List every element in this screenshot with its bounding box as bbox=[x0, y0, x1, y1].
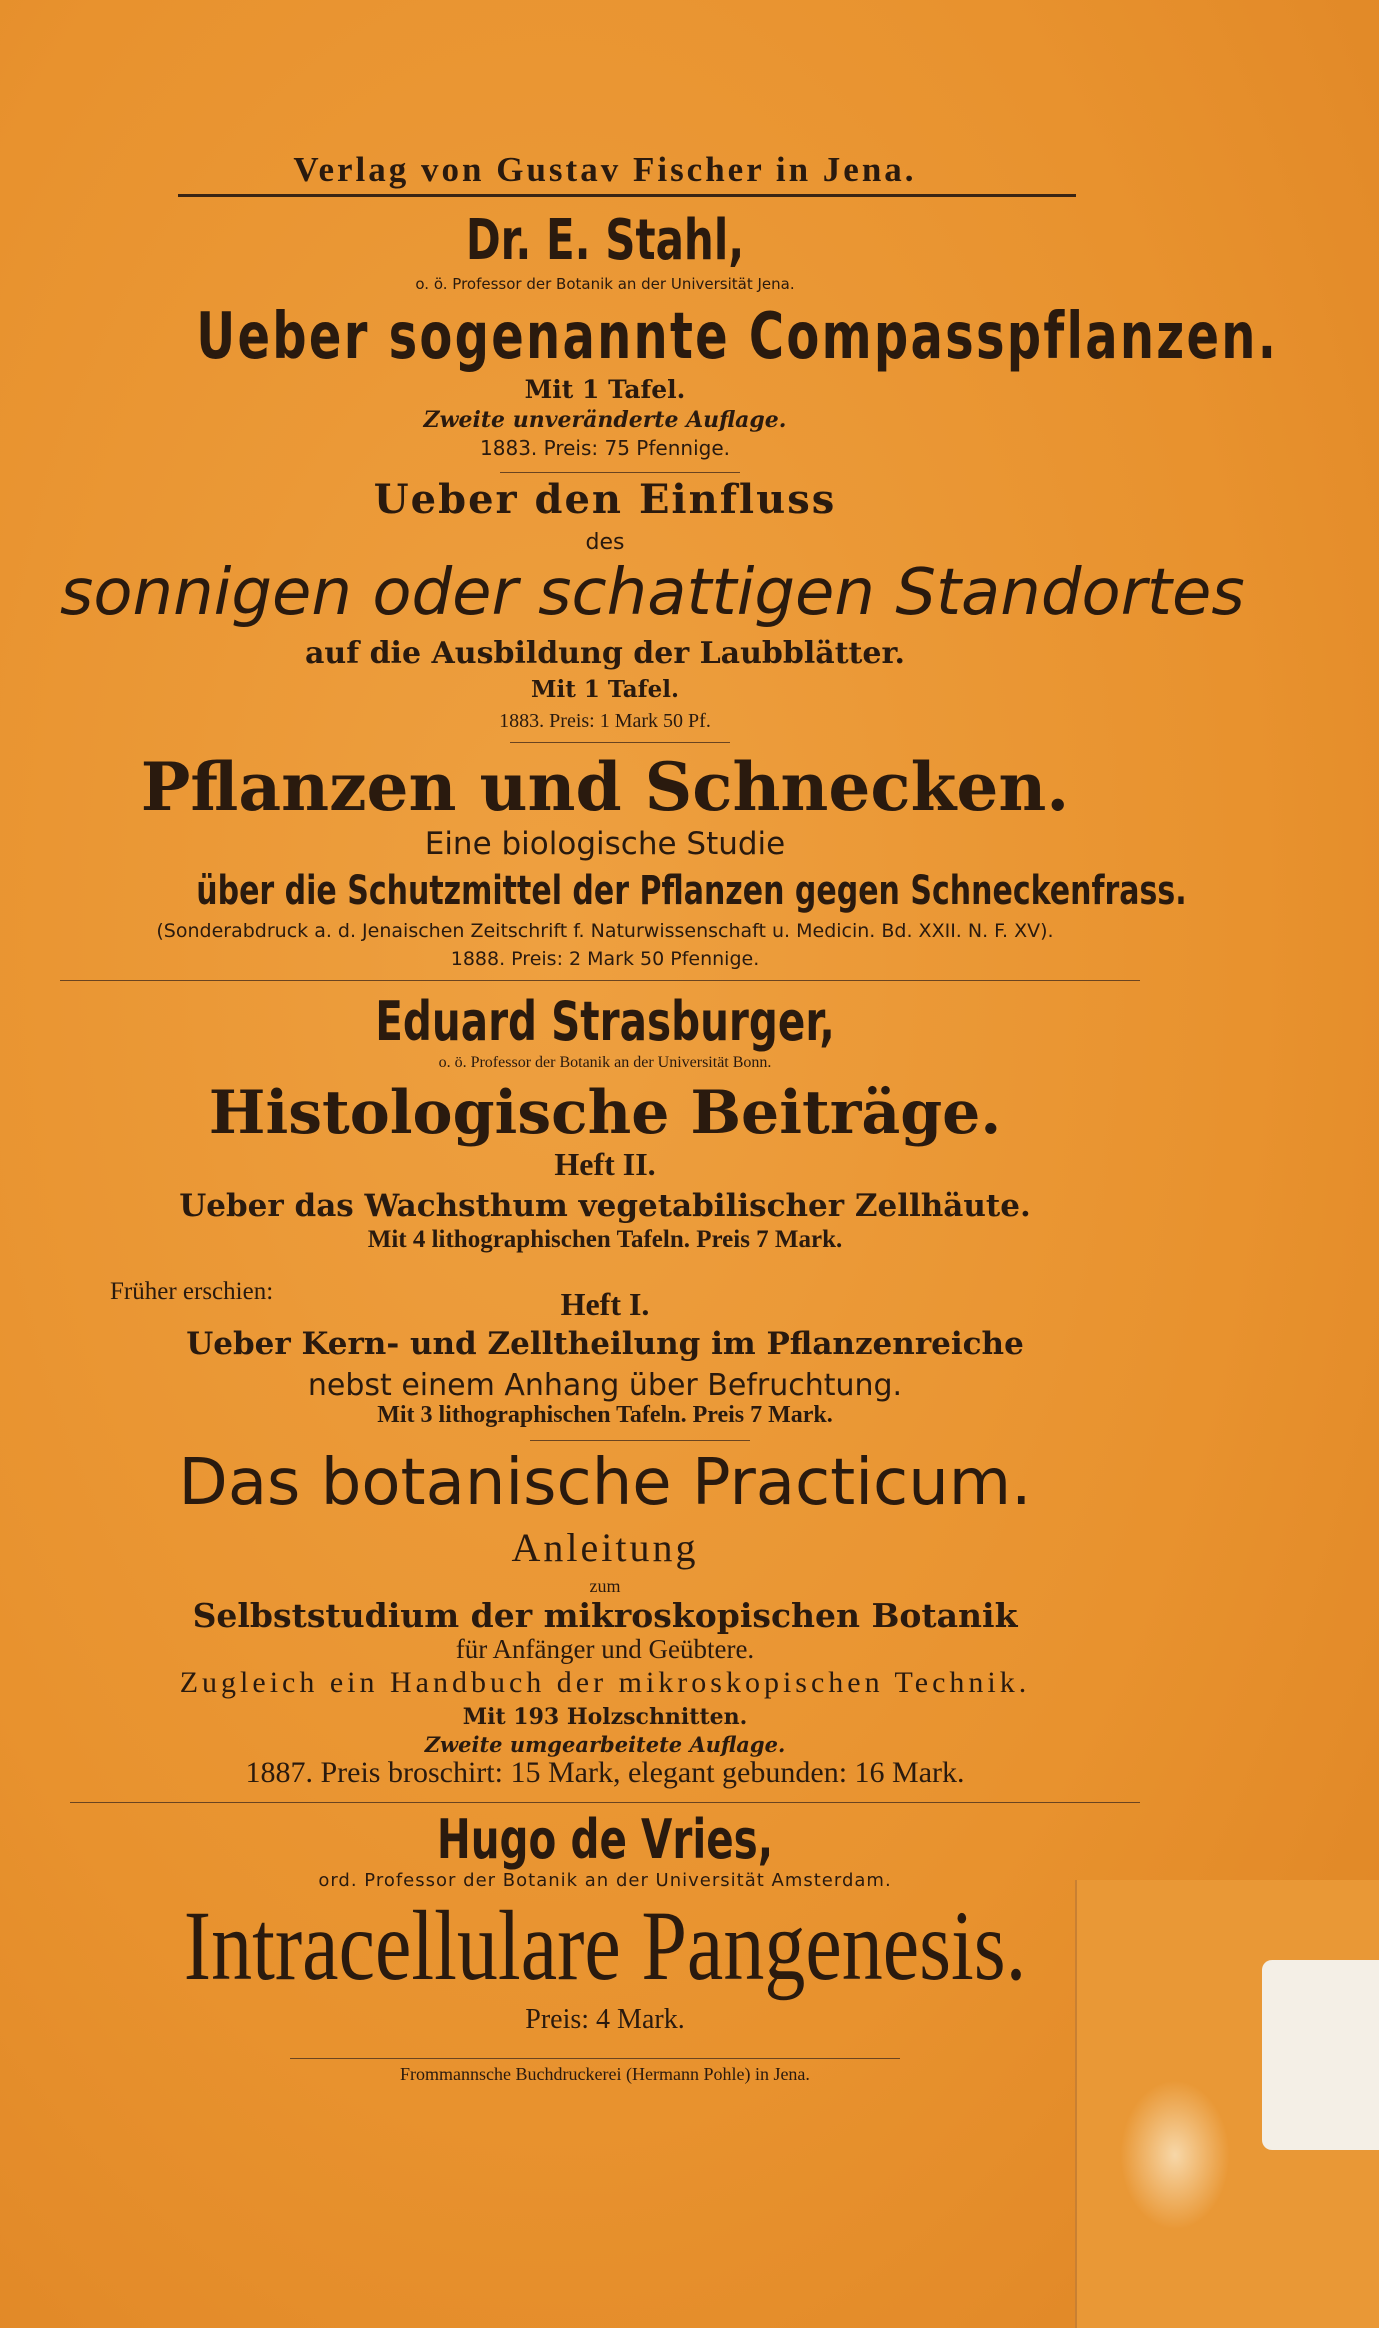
header-rule bbox=[178, 194, 1076, 197]
author-strasburger: Eduard Strasburger, bbox=[375, 990, 835, 1053]
price-schnecken: 1888. Preis: 2 Mark 50 Pfennige. bbox=[450, 948, 760, 970]
author-stahl: Dr. E. Stahl, bbox=[465, 208, 745, 273]
heft-2: Heft II. bbox=[554, 1146, 656, 1182]
practicum-price: 1887. Preis broschirt: 15 Mark, elegant gebunden: 16 Mark. bbox=[245, 1756, 965, 1789]
price-einfluss: 1883. Preis: 1 Mark 50 Pf. bbox=[499, 710, 711, 732]
divider-3 bbox=[530, 1440, 750, 1441]
subtitle2-schnecken: über die Schutzmittel der Pflanzen gegen Schneckenfrass. bbox=[196, 868, 1187, 914]
practicum-zum: zum bbox=[589, 1576, 621, 1596]
edition-compasspflanzen: Zweite unveränderte Auflage. bbox=[423, 407, 787, 433]
heft1-subtitle: nebst einem Anhang über Befruchtung. bbox=[307, 1368, 903, 1403]
section-rule-1 bbox=[60, 980, 1140, 981]
heft1-title: Ueber Kern- und Zelltheilung im Pflanzenreiche bbox=[186, 1326, 1024, 1362]
practicum-anleitung: Anleitung bbox=[511, 1525, 699, 1570]
practicum-anfaenger: für Anfänger und Geübtere. bbox=[455, 1634, 755, 1664]
title-schnecken: Pflanzen und Schnecken. bbox=[140, 748, 1070, 826]
plates-wachsthum: Mit 4 lithographischen Tafeln. Preis 7 Mark. bbox=[367, 1226, 843, 1253]
heft-1: Heft I. bbox=[560, 1286, 650, 1322]
title-histologische: Histologische Beiträge. bbox=[208, 1078, 1002, 1148]
affiliation-devries: ord. Professor der Botanik an der Universität Amsterdam. bbox=[318, 1870, 892, 1891]
title-laubblaetter: auf die Ausbildung der Laubblätter. bbox=[304, 636, 905, 671]
title-practicum: Das botanische Practicum. bbox=[178, 1446, 1032, 1520]
earlier-label: Früher erschien: bbox=[110, 1278, 274, 1305]
title-pangenesis: Intracellulare Pangenesis. bbox=[183, 1890, 1027, 2001]
plates-einfluss: Mit 1 Tafel. bbox=[531, 676, 679, 703]
title-compasspflanzen: Ueber sogenannte Compasspflanzen. bbox=[196, 300, 1279, 374]
practicum-handbuch: Zugleich ein Handbuch der mikroskopischen Technik. bbox=[179, 1666, 1031, 1699]
price-pangenesis: Preis: 4 Mark. bbox=[525, 2004, 685, 2035]
divider-2 bbox=[510, 742, 730, 743]
title-einfluss-des: des bbox=[585, 530, 625, 555]
divider-1 bbox=[500, 472, 740, 473]
price-compasspflanzen: 1883. Preis: 75 Pfennige. bbox=[480, 436, 730, 460]
heft1-plates: Mit 3 lithographischen Tafeln. Preis 7 Mark. bbox=[377, 1402, 833, 1428]
section-rule-2 bbox=[70, 1802, 1140, 1803]
subtitle-wachsthum: Ueber das Wachsthum vegetabilischer Zellhäute. bbox=[179, 1188, 1031, 1224]
subtitle-schnecken: Eine biologische Studie bbox=[424, 826, 786, 862]
publisher-line: Verlag von Gustav Fischer in Jena. bbox=[293, 150, 917, 189]
affiliation-stahl: o. ö. Professor der Botanik an der Universität Jena. bbox=[415, 275, 795, 293]
note-schnecken: (Sonderabdruck a. d. Jenaischen Zeitschrift f. Naturwissenschaft u. Medicin. Bd. XXII. N. F. XV). bbox=[156, 920, 1054, 942]
footer-rule bbox=[290, 2058, 900, 2059]
title-standortes: sonnigen oder schattigen Standortes bbox=[60, 556, 1245, 630]
title-einfluss: Ueber den Einfluss bbox=[373, 476, 837, 523]
practicum-edition: Zweite umgearbeitete Auflage. bbox=[424, 1732, 786, 1757]
advert-column bbox=[60, 0, 1279, 2328]
library-label bbox=[1262, 1960, 1379, 2150]
affiliation-strasburger: o. ö. Professor der Botanik an der Universität Bonn. bbox=[438, 1054, 772, 1071]
author-devries: Hugo de Vries, bbox=[436, 1808, 774, 1871]
practicum-selbststudium: Selbststudium der mikroskopischen Botanik bbox=[192, 1596, 1018, 1635]
printer-line: Frommannsche Buchdruckerei (Hermann Pohle) in Jena. bbox=[400, 2064, 810, 2084]
plates-compasspflanzen: Mit 1 Tafel. bbox=[524, 375, 686, 404]
practicum-holzschnitte: Mit 193 Holzschnitten. bbox=[462, 1704, 748, 1730]
